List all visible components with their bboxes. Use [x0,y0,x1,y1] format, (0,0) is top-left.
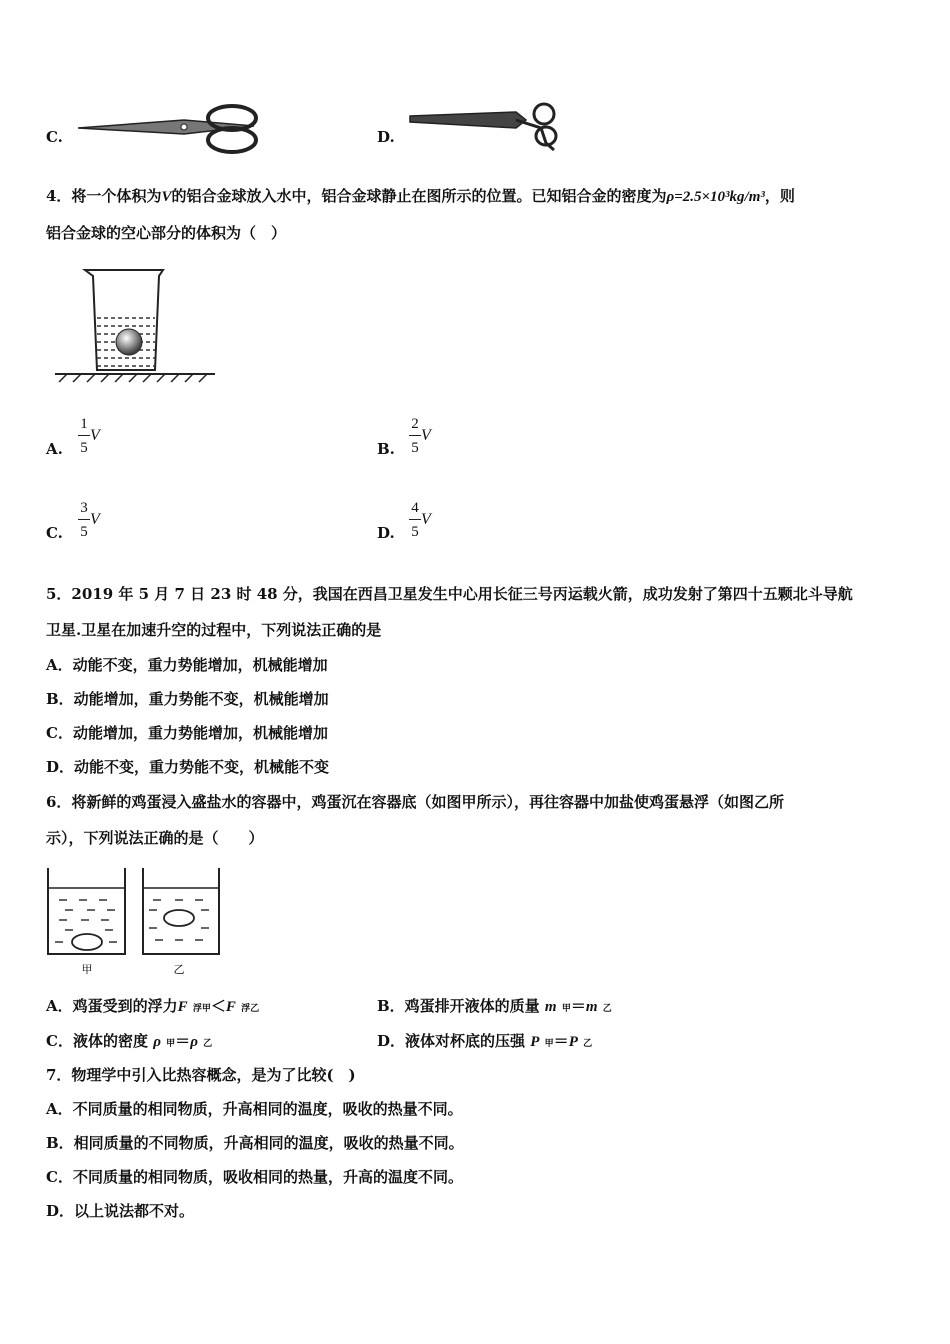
q5-stem-line1: 5．2019 年 5 月 7 日 23 时 48 分，我国在西昌卫星发生中心用长征三号丙运载火箭，成功发射了第四十五颗北斗导航 [46,585,853,603]
q6-option-b: B．鸡蛋排开液体的质量 m 甲＝m 乙 [377,997,612,1015]
q7-option-c: C．不同质量的相同物质，吸收相同的热量，升高的温度不同。 [46,1168,463,1186]
scissors-c-figure [74,100,264,160]
q5-option-d: D．动能不变，重力势能不变，机械能不变 [46,758,330,776]
q5-option-c: C．动能增加，重力势能增加，机械能增加 [46,724,328,742]
q3-option-c-label: C. [46,128,63,146]
q5-stem-line2: 卫星.卫星在加速升空的过程中，下列说法正确的是 [46,621,382,639]
q7-option-a: A．不同质量的相同物质，升高相同的温度，吸收的热量不同。 [46,1100,463,1118]
q7-option-d: D．以上说法都不对。 [46,1202,195,1220]
q6-option-c: C．液体的密度 ρ 甲＝ρ 乙 [46,1032,213,1050]
q4-option-c: C. 3 5 V [46,500,100,542]
q4-stem-line1: 4．将一个体积为V的铝合金球放入水中，铝合金球静止在图所示的位置。已知铝合金的密度为ρ=2.5×10³kg/m³，则 [46,187,795,205]
q6-option-d: D．液体对杯底的压强 P 甲＝P 乙 [377,1032,593,1050]
q4-stem-line2: 铝合金球的空心部分的体积为（ ） [46,224,287,242]
q3-option-d-label: D. [377,128,395,146]
q7-stem: 7．物理学中引入比热容概念，是为了比较( ) [46,1066,356,1084]
q4-option-b: B. 2 5 V [377,416,431,458]
q4-option-a: A. 1 5 V [46,416,100,458]
q5-option-b: B．动能增加，重力势能不变，机械能增加 [46,690,329,708]
q7-option-b: B．相同质量的不同物质，升高相同的温度，吸收的热量不同。 [46,1134,464,1152]
egg-containers-figure [45,866,225,978]
fig-label-yi: 乙 [173,963,185,976]
q6-stem-line2: 示），下列说法正确的是（ ） [46,829,264,847]
beaker-ball-figure [55,266,220,386]
q6-option-a: A．鸡蛋受到的浮力F 浮甲＜F 浮乙 [46,997,260,1015]
scissors-d-figure [406,98,566,158]
q4-option-d: D. 4 5 V [377,500,431,542]
q6-stem-line1: 6．将新鲜的鸡蛋浸入盛盐水的容器中，鸡蛋沉在容器底（如图甲所示），再往容器中加盐使鸡蛋悬浮（如图乙所 [46,793,784,811]
q5-option-a: A．动能不变，重力势能增加，机械能增加 [46,656,328,674]
fig-label-jia: 甲 [81,963,93,976]
